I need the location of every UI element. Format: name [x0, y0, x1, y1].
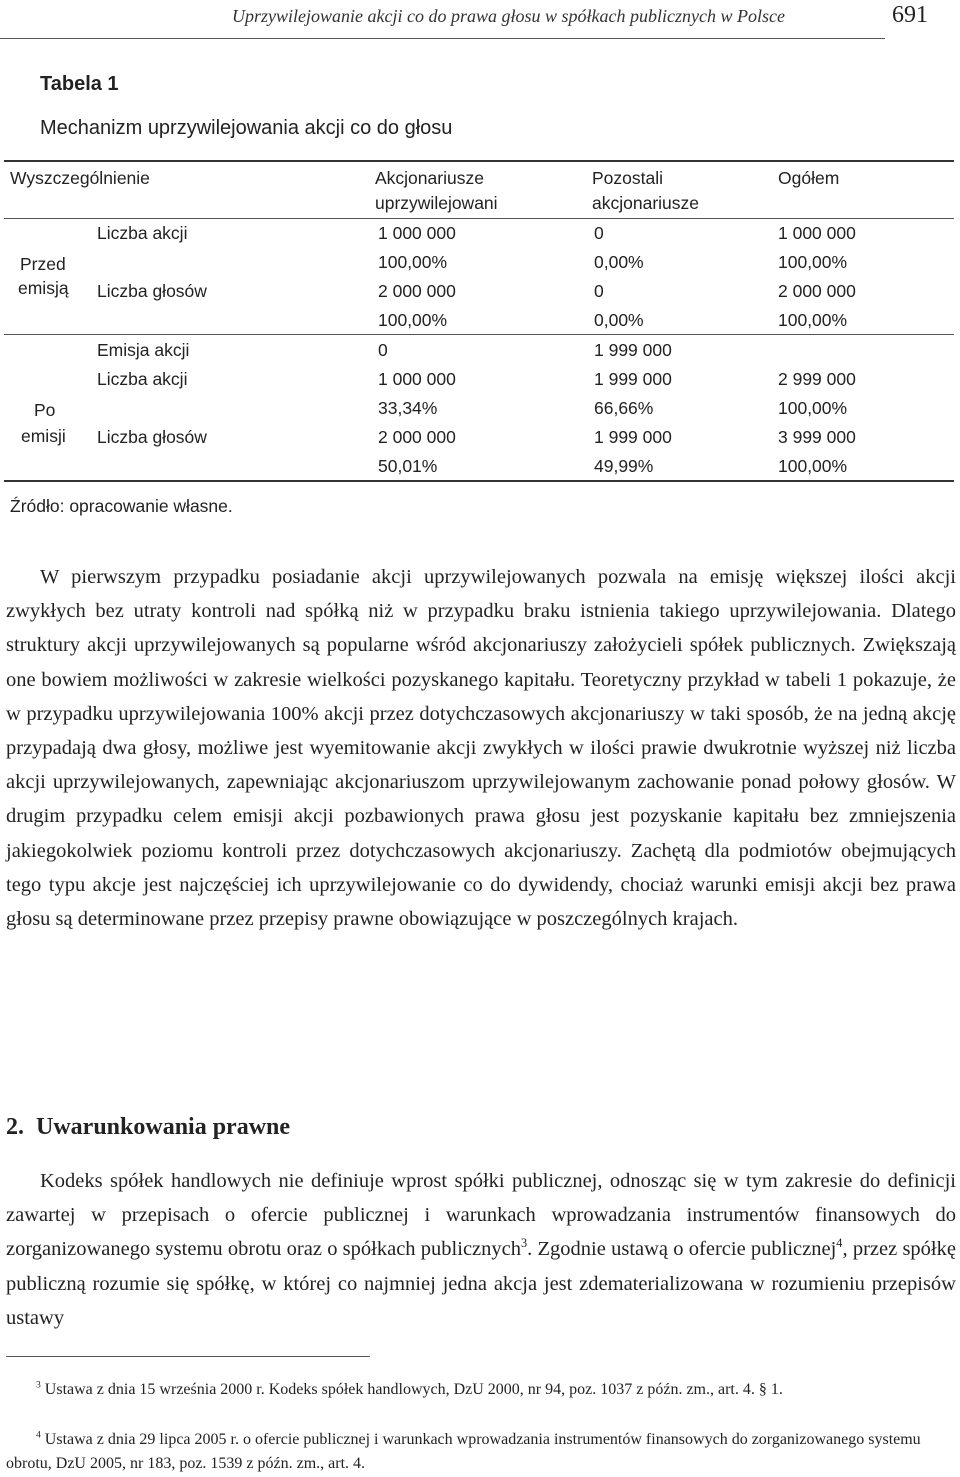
- table-bottom-rule: [4, 480, 954, 482]
- table-top-rule: [4, 160, 954, 162]
- footnote-text: Ustawa z dnia 29 lipca 2005 r. o ofercie publicznej i warunkach wprowadzania instrumentów finansowych do zorganizowanego systemu obrotu, DzU 2005, nr 183, poz. 1539 z późn. zm., art. 4.: [6, 1431, 921, 1472]
- cell-total: 3 999 000: [778, 427, 856, 447]
- paragraph-2-part1: Kodeks spółek handlowych nie definiuje wprost spółki publicznej, odnosząc się w tym zakresie do definicji zawartej w przepisach o ofercie publicznej i warunkach wprowadzania instrumentów finansowych do zorganizowanego systemu obrotu oraz o spółkach publicznych: [6, 1170, 956, 1261]
- paragraph-2-part2: . Zgodnie ustawą o ofercie publicznej: [527, 1238, 837, 1261]
- group-after-line1: Po: [34, 400, 56, 420]
- group-before-line2: emisją: [18, 278, 69, 298]
- page-number: 691: [892, 2, 928, 28]
- cell-others: 0: [594, 223, 604, 243]
- cell-privileged: 0: [378, 340, 388, 360]
- header-wyszczegolnienie: Wyszczególnienie: [10, 168, 150, 188]
- section-number: 2.: [6, 1114, 24, 1140]
- section-title: Uwarunkowania prawne: [36, 1114, 291, 1140]
- table-title: Mechanizm uprzywilejowania akcji co do głosu: [40, 117, 453, 139]
- row-label: Liczba głosów: [97, 427, 207, 447]
- cell-others: 1 999 000: [594, 340, 672, 360]
- header-privileged-line1: Akcjonariusze: [375, 168, 484, 188]
- cell-privileged: 33,34%: [378, 398, 438, 418]
- cell-privileged: 100,00%: [378, 310, 448, 330]
- table-group-rule: [4, 334, 954, 335]
- group-before-line1: Przed: [20, 254, 66, 274]
- footnote-text: Ustawa z dnia 15 września 2000 r. Kodeks spółek handlowych, DzU 2000, nr 94, poz. 1037 z późn. zm., art. 4. § 1.: [44, 1381, 783, 1398]
- footnote-ref-3[interactable]: 3: [521, 1236, 528, 1251]
- paragraph-2-part3: , przez spółkę publiczną rozumie się spółkę, w której co najmniej jedna akcja jest zdematerializowana w rozumieniu przepisów ustawy: [6, 1238, 956, 1329]
- cell-privileged: 2 000 000: [378, 281, 456, 301]
- table-label: Tabela 1: [40, 73, 119, 95]
- cell-privileged: 2 000 000: [378, 427, 456, 447]
- cell-total: 100,00%: [778, 456, 848, 476]
- section-heading: [6, 1114, 290, 1141]
- cell-others: 0,00%: [594, 252, 644, 272]
- header-others-line2: akcjonariusze: [592, 193, 699, 213]
- footnote-4: [6, 1428, 956, 1476]
- cell-total: 100,00%: [778, 252, 848, 272]
- cell-privileged: 100,00%: [378, 252, 448, 272]
- cell-total: 1 000 000: [778, 223, 856, 243]
- paragraph-2-text: [6, 1164, 956, 1335]
- cell-total: 2 999 000: [778, 369, 856, 389]
- header-others-line1: Pozostali: [592, 168, 664, 188]
- cell-others: 0,00%: [594, 310, 644, 330]
- cell-others: 0: [594, 281, 604, 301]
- body-paragraph-1: [6, 560, 956, 936]
- cell-total: 100,00%: [778, 398, 848, 418]
- footnote-number: 4: [36, 1429, 41, 1441]
- header-privileged-line2: uprzywilejowani: [375, 193, 498, 213]
- cell-privileged: 1 000 000: [378, 369, 456, 389]
- cell-others: 1 999 000: [594, 427, 672, 447]
- footnote-number: 3: [36, 1379, 41, 1391]
- table-source: Źródło: opracowanie własne.: [10, 496, 233, 516]
- table-header-rule: [4, 218, 954, 219]
- cell-privileged: 1 000 000: [378, 223, 456, 243]
- header-total: Ogółem: [778, 168, 840, 188]
- group-after-line2: emisji: [21, 426, 66, 446]
- row-label: Liczba akcji: [97, 223, 188, 243]
- cell-others: 66,66%: [594, 398, 654, 418]
- paragraph-1-text: W pierwszym przypadku posiadanie akcji uprzywilejowanych pozwala na emisję większej ilości akcji zwykłych bez utraty kontroli nad spółką niż w przypadku braku istnienia takiego uprzywilejowania. Dlatego struktury akcji uprzywilejowanych są popularne wśród akcjonariuszy założycieli spółek publicznych. Zwiększają one bowiem możliwości w zakresie wielkości pozyskanego kapitału. Teoretyczny przykład w tabeli 1 pokazuje, że w przypadku uprzywilejowania 100% akcji przez dotychczasowych akcjonariuszy w taki sposób, że na jedną akcję przypadają dwa głosy, możliwe jest wyemitowanie akcji zwykłych w ilości prawie dwukrotnie wyższej niż liczba akcji uprzywilejowanych, zapewniając akcjonariuszom uprzywilejowanym zachowanie ponad połowy głosów. W drugim przypadku celem emisji akcji pozbawionych prawa głosu jest pozyskanie kapitału bez zmniejszenia jakiegokolwiek poziomu kontroli przez dotychczasowych akcjonariuszy. Zachętą dla podmiotów obejmujących tego typu akcje jest najczęściej ich uprzywilejowanie co do dywidendy, chociaż warunki emisji akcji bez prawa głosu są determinowane przez przepisy prawne obowiązujące w poszczególnych krajach.: [6, 566, 956, 931]
- header-rule: [0, 38, 885, 39]
- cell-others: 1 999 000: [594, 369, 672, 389]
- cell-others: 49,99%: [594, 456, 654, 476]
- running-title: Uprzywilejowanie akcji co do prawa głosu w spółkach publicznych w Polsce: [232, 6, 785, 26]
- row-label: Emisja akcji: [97, 340, 190, 360]
- body-paragraph-2: [6, 1164, 956, 1335]
- cell-privileged: 50,01%: [378, 456, 438, 476]
- cell-total: 2 000 000: [778, 281, 856, 301]
- footnote-3: [6, 1378, 956, 1402]
- footnote-rule: [6, 1356, 370, 1357]
- row-label: Liczba akcji: [97, 369, 188, 389]
- cell-total: 100,00%: [778, 310, 848, 330]
- footnote-ref-4[interactable]: 4: [836, 1236, 843, 1251]
- row-label: Liczba głosów: [97, 281, 207, 301]
